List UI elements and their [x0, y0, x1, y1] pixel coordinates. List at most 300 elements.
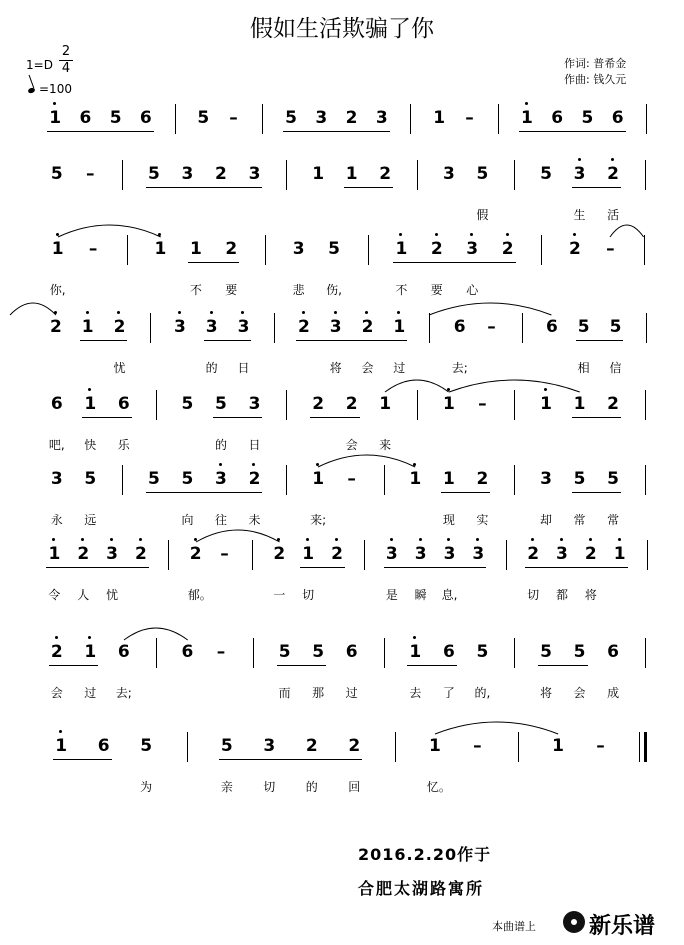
- note-digit: 2: [50, 642, 63, 662]
- high-octave-dot: [219, 463, 222, 466]
- beam-underline: [219, 759, 362, 760]
- note-digit: 5: [607, 469, 619, 489]
- note: [97, 736, 111, 756]
- note: [408, 469, 422, 489]
- beam-underline: [538, 665, 588, 666]
- note-digit: 2: [607, 164, 619, 184]
- beam-underline: [572, 187, 622, 188]
- note: [189, 544, 203, 564]
- note: [311, 469, 325, 489]
- note: [220, 736, 234, 756]
- bar-line: [541, 235, 542, 265]
- high-octave-dot: [110, 538, 113, 541]
- note: [378, 164, 392, 184]
- note: [550, 108, 564, 128]
- note: [196, 108, 210, 128]
- lyric: 令: [48, 588, 61, 602]
- note-digit: –: [596, 736, 605, 756]
- note: [272, 544, 286, 564]
- note-digit: 1: [55, 736, 68, 756]
- high-octave-dot: [178, 311, 181, 314]
- beam-underline: [572, 492, 622, 493]
- note: [442, 469, 456, 489]
- final-bar-line: [639, 732, 647, 762]
- beam-underline: [576, 340, 624, 341]
- high-octave-dot: [435, 233, 438, 236]
- note: [539, 394, 553, 414]
- lyric: 将: [540, 686, 553, 700]
- note: [573, 164, 587, 184]
- note-digit: 3: [443, 544, 456, 564]
- lyric: 会: [345, 438, 358, 452]
- high-octave-dot: [210, 311, 213, 314]
- tempo-value: =100: [39, 82, 72, 96]
- lyric: 常: [573, 513, 586, 527]
- lyric: 实: [476, 513, 489, 527]
- beam-underline: [393, 262, 515, 263]
- note-digit: 1: [552, 736, 564, 756]
- note-digit: 3: [466, 239, 479, 259]
- lyric: 往: [214, 513, 227, 527]
- note: [247, 164, 261, 184]
- note-digit: 2: [501, 239, 514, 259]
- lyric: 过: [345, 686, 358, 700]
- lyric: 来: [379, 438, 392, 452]
- beam-underline: [188, 262, 239, 263]
- lyric: 向: [181, 513, 194, 527]
- note: [147, 164, 161, 184]
- note-digit: 6: [97, 736, 110, 756]
- note-digit: 1: [521, 108, 533, 128]
- bar-line: [645, 160, 646, 190]
- tie-slur: [383, 374, 451, 394]
- note-digit: 2: [476, 469, 489, 489]
- note: [360, 317, 374, 337]
- bar-line: [498, 104, 499, 134]
- quarter-note-icon: [27, 87, 35, 94]
- note-digit: 5: [50, 164, 63, 184]
- note: [442, 394, 456, 414]
- note-digit: 6: [117, 394, 130, 414]
- note: [81, 317, 95, 337]
- high-octave-dot: [506, 233, 509, 236]
- note-digit: 3: [573, 164, 586, 184]
- tie-slur: [608, 219, 646, 239]
- note-digit: 6: [50, 394, 63, 414]
- note-digit: 6: [345, 642, 358, 662]
- note: [345, 394, 359, 414]
- time-signature-top: 2: [61, 44, 71, 59]
- note: [139, 108, 153, 128]
- note-digit: 5: [476, 164, 489, 184]
- note: [305, 736, 319, 756]
- dash-extension: [86, 239, 100, 259]
- high-octave-dot: [390, 538, 393, 541]
- beam-underline: [344, 187, 394, 188]
- note-digit: 3: [292, 239, 305, 259]
- note: [311, 642, 325, 662]
- note: [580, 108, 594, 128]
- note: [501, 239, 515, 259]
- high-octave-dot: [589, 538, 592, 541]
- note-digit: 3: [375, 108, 388, 128]
- note: [117, 394, 131, 414]
- note: [180, 469, 194, 489]
- note: [236, 317, 250, 337]
- note: [247, 394, 261, 414]
- note: [180, 164, 194, 184]
- lyric: 的: [305, 780, 318, 794]
- note-digit: 1: [442, 469, 455, 489]
- note: [117, 642, 131, 662]
- note-digit: –: [86, 164, 95, 184]
- note: [189, 239, 203, 259]
- note: [78, 108, 92, 128]
- note: [453, 317, 467, 337]
- high-octave-dot: [53, 102, 56, 105]
- note: [608, 317, 622, 337]
- note: [442, 544, 456, 564]
- dash-extension: [227, 108, 241, 128]
- tie-slur: [8, 297, 58, 317]
- beam-underline: [146, 187, 263, 188]
- bar-line: [265, 235, 266, 265]
- note: [606, 469, 620, 489]
- high-octave-dot: [413, 636, 416, 639]
- lyric: 亲: [220, 780, 233, 794]
- tie-slur: [447, 374, 582, 394]
- note-digit: 5: [181, 469, 194, 489]
- note: [147, 469, 161, 489]
- lyric: 来;: [310, 513, 327, 527]
- bar-line: [429, 313, 430, 343]
- note: [539, 469, 553, 489]
- bar-line: [384, 638, 385, 668]
- bar-line: [286, 465, 287, 495]
- tempo-marking: [28, 82, 72, 96]
- lyric: 了: [442, 686, 455, 700]
- note: [214, 394, 228, 414]
- lyric: 过: [393, 361, 406, 375]
- note-digit: 1: [51, 239, 64, 259]
- dash-extension: [214, 642, 228, 662]
- lyric: 日: [237, 361, 250, 375]
- beam-underline: [283, 131, 390, 132]
- bar-line: [253, 638, 254, 668]
- note-digit: –: [347, 469, 356, 489]
- lyric: 的: [214, 438, 227, 452]
- beam-underline: [277, 665, 327, 666]
- note-digit: 1: [154, 239, 167, 259]
- note-digit: –: [229, 108, 238, 128]
- beam-underline: [407, 665, 457, 666]
- note: [345, 108, 359, 128]
- note-digit: 3: [556, 544, 568, 564]
- note: [139, 736, 153, 756]
- note-digit: 5: [328, 239, 340, 259]
- lyric: 心: [466, 283, 479, 297]
- dash-extension: [603, 239, 617, 259]
- lyric: 是: [385, 588, 398, 602]
- note: [520, 108, 534, 128]
- lyric: 回: [348, 780, 361, 794]
- note: [311, 394, 325, 414]
- lyric: 会: [361, 361, 374, 375]
- note-digit: 2: [379, 164, 392, 184]
- beam-underline: [384, 567, 487, 568]
- high-octave-dot: [470, 233, 473, 236]
- note-digit: 1: [49, 108, 62, 128]
- lyric: 的: [205, 361, 218, 375]
- note: [314, 108, 328, 128]
- bar-line: [514, 390, 515, 420]
- note: [224, 239, 238, 259]
- high-octave-dot: [88, 636, 91, 639]
- lyric: 生: [573, 208, 586, 222]
- lyric: 过: [84, 686, 97, 700]
- beam-underline: [525, 567, 628, 568]
- lyric: 永: [50, 513, 63, 527]
- bar-line: [514, 638, 515, 668]
- beam-underline: [441, 492, 491, 493]
- bar-line: [417, 160, 418, 190]
- lyric: 切: [527, 588, 540, 602]
- note: [345, 164, 359, 184]
- note-digit: 5: [285, 108, 297, 128]
- note-digit: 2: [49, 317, 62, 337]
- bar-line: [506, 540, 507, 570]
- lyric: 一: [273, 588, 286, 602]
- note-digit: 5: [581, 108, 594, 128]
- note: [526, 544, 540, 564]
- note-digit: –: [487, 317, 496, 337]
- beam-underline: [572, 417, 622, 418]
- dash-extension: [475, 394, 489, 414]
- note: [539, 164, 553, 184]
- note: [153, 239, 167, 259]
- lyric: 日: [248, 438, 261, 452]
- note: [105, 544, 119, 564]
- dash-extension: [462, 108, 476, 128]
- beam-underline: [82, 417, 132, 418]
- staff-line: [0, 235, 684, 325]
- note: [442, 642, 456, 662]
- bar-line: [168, 540, 169, 570]
- note-digit: 5: [312, 642, 325, 662]
- note-digit: 3: [472, 544, 485, 564]
- note: [50, 394, 64, 414]
- lyric: 未: [248, 513, 261, 527]
- lyric: 现: [442, 513, 455, 527]
- note-digit: 1: [84, 642, 97, 662]
- note-digit: 1: [84, 394, 97, 414]
- note: [378, 394, 392, 414]
- bar-line: [364, 540, 365, 570]
- note-digit: 3: [540, 469, 552, 489]
- tie-slur: [56, 219, 163, 239]
- note: [611, 108, 625, 128]
- note: [408, 642, 422, 662]
- note-digit: 5: [540, 642, 552, 662]
- note: [327, 239, 341, 259]
- note-digit: 6: [551, 108, 564, 128]
- note: [414, 544, 428, 564]
- tie-slur: [316, 449, 417, 469]
- note-digit: 1: [48, 544, 61, 564]
- note-digit: 5: [215, 394, 227, 414]
- lyric: 为: [140, 780, 153, 794]
- note-digit: 2: [345, 394, 358, 414]
- note-digit: 5: [109, 108, 122, 128]
- note-digit: 6: [139, 108, 152, 128]
- high-octave-dot: [476, 538, 479, 541]
- note-digit: 1: [312, 164, 325, 184]
- note-digit: 5: [140, 736, 153, 756]
- lyric: 远: [84, 513, 97, 527]
- lyric: 相: [577, 361, 590, 375]
- note-digit: 2: [113, 317, 126, 337]
- bar-line: [175, 104, 176, 134]
- note-digit: 3: [106, 544, 118, 564]
- note: [51, 239, 65, 259]
- bar-line: [645, 638, 646, 668]
- beam-underline: [300, 567, 345, 568]
- note-digit: 2: [312, 394, 325, 414]
- high-octave-dot: [573, 233, 576, 236]
- beam-underline: [146, 492, 263, 493]
- note: [430, 239, 444, 259]
- high-octave-dot: [334, 311, 337, 314]
- note: [347, 736, 361, 756]
- note-digit: 5: [609, 317, 622, 337]
- note-digit: –: [473, 736, 482, 756]
- composition-place: 合肥太湖路寓所: [358, 879, 485, 898]
- dash-extension: [83, 164, 97, 184]
- tie-slur: [194, 524, 282, 544]
- high-octave-dot: [59, 730, 62, 733]
- note-digit: 5: [148, 164, 160, 184]
- lyric: 悲: [292, 283, 305, 297]
- note-digit: 2: [189, 544, 202, 564]
- note-digit: 1: [409, 469, 422, 489]
- note: [49, 317, 63, 337]
- beam-underline: [204, 340, 252, 341]
- lyric: 活: [607, 208, 620, 222]
- note: [471, 544, 485, 564]
- bar-line: [645, 390, 646, 420]
- note: [180, 394, 194, 414]
- high-octave-dot: [611, 158, 614, 161]
- source-label: 本曲谱上: [492, 920, 536, 933]
- note-digit: 2: [348, 736, 361, 756]
- note-digit: 6: [117, 642, 130, 662]
- lyric: 忧: [106, 588, 119, 602]
- beam-underline: [213, 417, 263, 418]
- high-octave-dot: [399, 233, 402, 236]
- high-octave-dot: [419, 538, 422, 541]
- tie-slur: [427, 297, 553, 317]
- high-octave-dot: [139, 538, 142, 541]
- bar-line: [518, 732, 519, 762]
- beam-underline: [53, 759, 111, 760]
- note-digit: 3: [205, 317, 218, 337]
- note-digit: 5: [278, 642, 291, 662]
- note: [311, 164, 325, 184]
- time-signature-bottom: 4: [61, 61, 71, 76]
- composer-credit: 作曲: 钱久元: [564, 73, 627, 86]
- lyric: 而: [278, 686, 291, 700]
- note: [573, 642, 587, 662]
- high-octave-dot: [52, 538, 55, 541]
- high-octave-dot: [81, 538, 84, 541]
- note-digit: 6: [181, 642, 194, 662]
- note-digit: –: [478, 394, 487, 414]
- lyric: 常: [607, 513, 620, 527]
- note-digit: 3: [329, 317, 342, 337]
- note-digit: 1: [302, 544, 315, 564]
- note-digit: 2: [607, 394, 619, 414]
- note-digit: 5: [181, 394, 194, 414]
- note-digit: 5: [220, 736, 233, 756]
- note: [345, 642, 359, 662]
- note-digit: –: [216, 642, 226, 662]
- note: [50, 469, 64, 489]
- note: [568, 239, 582, 259]
- note: [205, 317, 219, 337]
- note-digit: 2: [331, 544, 343, 564]
- bar-line: [395, 732, 396, 762]
- lyric: 忧: [113, 361, 126, 375]
- lyric: 成: [607, 686, 620, 700]
- note-digit: 1: [395, 239, 408, 259]
- note-digit: 6: [607, 642, 619, 662]
- note-digit: 2: [135, 544, 147, 564]
- lyric: 吧,: [48, 438, 65, 452]
- brand-logo: 新乐谱: [589, 914, 656, 939]
- note-digit: 5: [577, 317, 590, 337]
- bar-line: [122, 160, 123, 190]
- bar-line: [646, 313, 647, 343]
- high-octave-dot: [302, 311, 305, 314]
- note-digit: 2: [584, 544, 597, 564]
- high-octave-dot: [525, 102, 528, 105]
- tie-slur: [433, 716, 560, 736]
- key-signature: 1=D: [26, 58, 53, 72]
- bar-line: [187, 732, 188, 762]
- note: [134, 544, 148, 564]
- note-digit: 1: [379, 394, 392, 414]
- bar-line: [410, 104, 411, 134]
- note: [555, 544, 569, 564]
- bar-line: [647, 540, 648, 570]
- note: [606, 394, 620, 414]
- note-digit: 2: [345, 108, 358, 128]
- dash-extension: [218, 544, 232, 564]
- note: [392, 317, 406, 337]
- beam-underline: [519, 131, 626, 132]
- high-octave-dot: [578, 158, 581, 161]
- note-digit: 3: [414, 544, 427, 564]
- bar-line: [522, 313, 523, 343]
- high-octave-dot: [55, 636, 58, 639]
- note-digit: 6: [79, 108, 92, 128]
- composition-date: 2016.2.20作于: [358, 845, 492, 864]
- note: [577, 317, 591, 337]
- beam-underline: [49, 665, 99, 666]
- note-digit: 1: [409, 642, 422, 662]
- note: [262, 736, 276, 756]
- note-digit: 2: [527, 544, 540, 564]
